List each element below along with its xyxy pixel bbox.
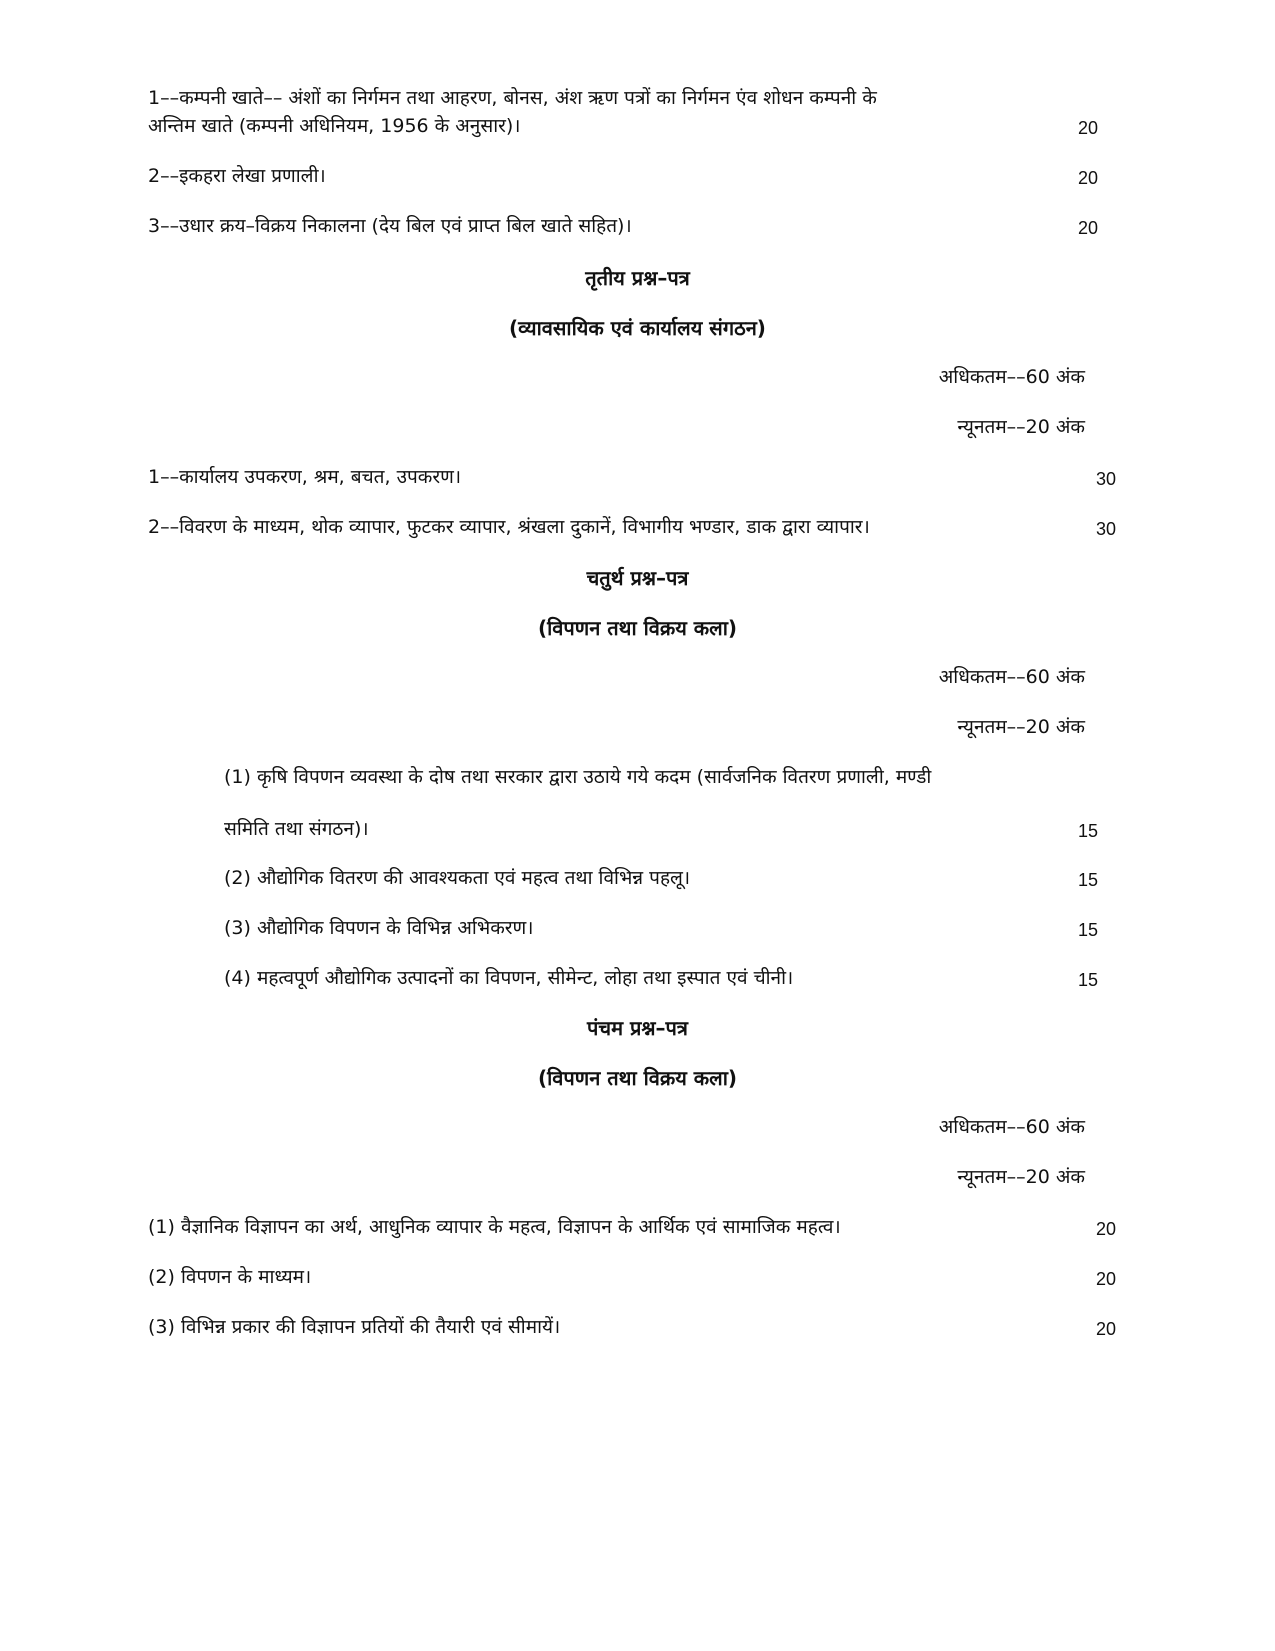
third-paper-title: तृतीय प्रश्न–पत्र — [585, 266, 690, 290]
third-paper-subtitle: (व्यावसायिक एवं कार्यालय संगठन) — [509, 316, 766, 340]
fifth-paper-max-marks: अधिकतम––60 अंक — [938, 1116, 1085, 1138]
fifth-item-3: (3) विभिन्न प्रकार की विज्ञापन प्रतियों की तैयारी एवं सीमायें। — [148, 1316, 561, 1338]
top-item-1-marks: 20 — [1078, 118, 1099, 138]
fourth-item-1-marks: 15 — [1078, 821, 1099, 841]
top-item-2-marks: 20 — [1078, 168, 1099, 188]
top-item-3-marks: 20 — [1078, 218, 1099, 238]
third-item-1-marks: 30 — [1096, 469, 1117, 489]
fourth-item-3: (3) औद्योगिक विपणन के विभिन्न अभिकरण। — [224, 917, 534, 939]
fourth-item-1-line1: (1) कृषि विपणन व्यवस्था के दोष तथा सरकार द्वारा उठाये गये कदम (सार्वजनिक वितरण प्रणाली, मण्डी — [224, 766, 932, 788]
third-paper-max-marks: अधिकतम––60 अंक — [938, 366, 1085, 388]
top-item-1-line1: 1––कम्पनी खाते–– अंशों का निर्गमन तथा आहरण, बोनस, अंश ऋण पत्रों का निर्गमन एंव शोधन कम्पनी के — [148, 87, 877, 109]
third-item-2-marks: 30 — [1096, 519, 1117, 539]
fourth-paper-subtitle: (विपणन तथा विक्रय कला) — [537, 616, 738, 640]
fourth-paper-min-marks: न्यूनतम––20 अंक — [957, 716, 1085, 738]
fourth-paper-max-marks: अधिकतम––60 अंक — [938, 666, 1085, 688]
third-item-1: 1––कार्यालय उपकरण, श्रम, बचत, उपकरण। — [148, 466, 462, 488]
fourth-item-4-marks: 15 — [1078, 970, 1099, 990]
fifth-paper-subtitle: (विपणन तथा विक्रय कला) — [537, 1066, 738, 1090]
third-item-2: 2––विवरण के माध्यम, थोक व्यापार, फुटकर व्यापार, श्रंखला दुकानें, विभागीय भण्डार, डाक द्वारा व्यापार। — [148, 516, 870, 538]
fifth-item-2: (2) विपणन के माध्यम। — [148, 1266, 312, 1288]
fifth-item-1: (1) वैज्ञानिक विज्ञापन का अर्थ, आधुनिक व्यापार के महत्व, विज्ञापन के आर्थिक एवं सामाजिक महत्व। — [148, 1216, 841, 1238]
top-item-1-line2: अन्तिम खाते (कम्पनी अधिनियम, 1956 के अनुसार)। — [148, 115, 521, 137]
fourth-item-2-marks: 15 — [1078, 870, 1099, 890]
fifth-item-1-marks: 20 — [1096, 1219, 1117, 1239]
fifth-paper-title: पंचम प्रश्न–पत्र — [587, 1016, 688, 1040]
fourth-item-3-marks: 15 — [1078, 920, 1099, 940]
third-paper-min-marks: न्यूनतम––20 अंक — [957, 416, 1085, 438]
fourth-item-1-line2: समिति तथा संगठन)। — [224, 818, 369, 840]
fifth-item-3-marks: 20 — [1096, 1319, 1117, 1339]
fourth-item-2: (2) औद्योगिक वितरण की आवश्यकता एवं महत्व तथा विभिन्न पहलू। — [224, 867, 691, 889]
fifth-paper-min-marks: न्यूनतम––20 अंक — [957, 1166, 1085, 1188]
top-item-3: 3––उधार क्रय–विक्रय निकालना (देय बिल एवं प्राप्त बिल खाते सहित)। — [148, 215, 632, 237]
fifth-item-2-marks: 20 — [1096, 1269, 1117, 1289]
fourth-item-4: (4) महत्वपूर्ण औद्योगिक उत्पादनों का विपणन, सीमेन्ट, लोहा तथा इस्पात एवं चीनी। — [224, 967, 794, 989]
top-item-2: 2––इकहरा लेखा प्रणाली। — [148, 165, 326, 187]
fourth-paper-title: चतुर्थ प्रश्न–पत्र — [586, 566, 689, 590]
